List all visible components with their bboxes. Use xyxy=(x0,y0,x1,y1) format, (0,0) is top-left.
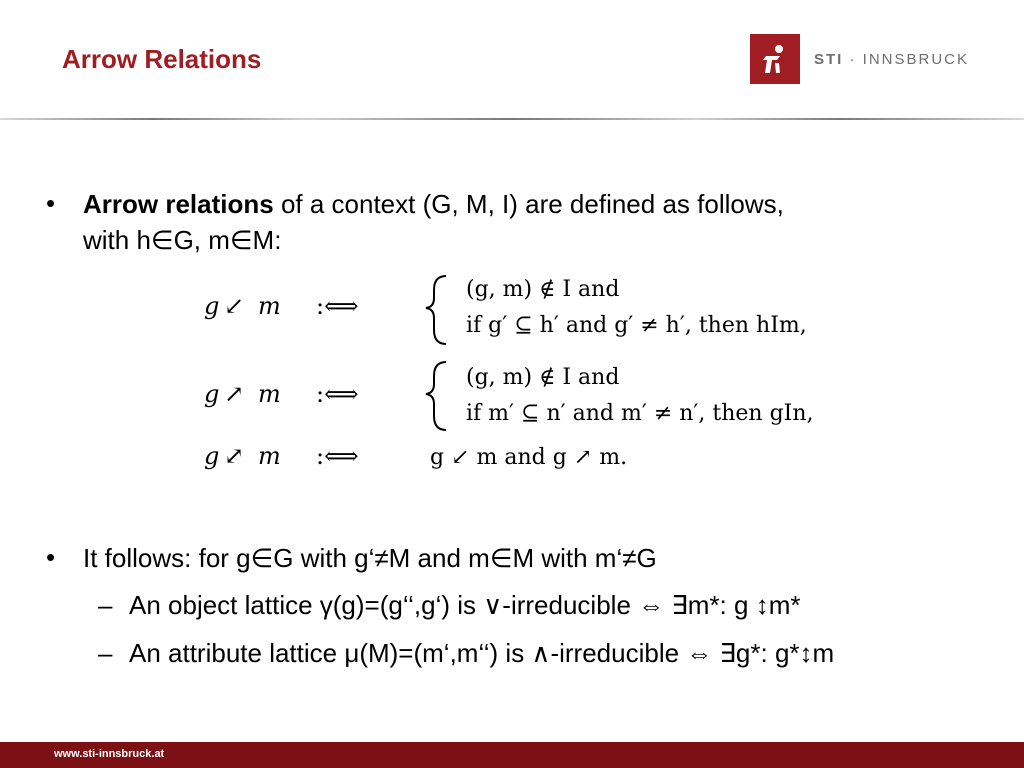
bullet-marker: • xyxy=(46,188,56,218)
slide-title: Arrow Relations xyxy=(62,44,262,74)
footer-bar xyxy=(0,742,1024,768)
formula-row1-arrow: ↙ xyxy=(224,292,245,320)
sti-logo-icon xyxy=(750,34,800,84)
formula-row2-line1: (g, m) ∉ I and xyxy=(466,365,620,390)
bullet-1-line1: of a context (G, M, I) are defined as follows, xyxy=(273,189,784,219)
arrow-relations-formula xyxy=(198,268,938,478)
formula-row1-line1: (g, m) ∉ I and xyxy=(466,277,620,302)
formula-row1-g: g xyxy=(204,292,220,320)
bullet-1-bold: Arrow relations xyxy=(83,189,274,219)
formula-row2-iff: :⟺ xyxy=(316,380,359,408)
formula-row3-g: g xyxy=(204,442,220,470)
sub-bullet-2-text: An attribute lattice μ(M)=(m‘,m‘‘) is ∧-irreducible ⇔ ∃g*: g*↕m xyxy=(129,638,835,668)
sti-logo xyxy=(750,34,969,84)
formula-row3-m: m xyxy=(258,442,281,470)
bullet-1-text xyxy=(83,186,784,258)
sub-bullet-1-text: An object lattice γ(g)=(g‘‘,g‘) is ∨-irreducible ⇔ ∃m*: g ↕m* xyxy=(129,590,801,620)
header-divider xyxy=(0,118,1024,120)
formula-row1-line2: if g′ ⊆ h′ and g′ ≠ h′, then hIm, xyxy=(466,313,807,338)
footer-url: www.sti-innsbruck.at xyxy=(54,748,165,760)
formula-row1-iff: :⟺ xyxy=(316,292,359,320)
formula-row3-line1: g ↙ m and g ↗ m. xyxy=(430,445,628,470)
bullet-2-text: It follows: for g∈G with g‘≠M and m∈M with m‘≠G xyxy=(83,543,657,573)
sub-bullet-marker: – xyxy=(98,590,113,620)
logo-wordmark: STI · INNSBRUCK xyxy=(814,50,970,68)
formula-row2-line2: if m′ ⊆ n′ and m′ ≠ n′, then gIn, xyxy=(466,401,814,426)
bullet-marker: • xyxy=(46,542,56,572)
sub-bullet-marker: – xyxy=(98,638,113,668)
formula-row3-arrow: ⤢ xyxy=(224,442,245,470)
formula-row1-m: m xyxy=(258,292,281,320)
bullet-1-line2: with h∈G, m∈M: xyxy=(83,225,282,255)
formula-row2-m: m xyxy=(258,380,281,408)
formula-row2-arrow: ↗ xyxy=(224,380,245,408)
formula-row2-g: g xyxy=(204,380,220,408)
formula-row3-iff: :⟺ xyxy=(316,442,359,470)
